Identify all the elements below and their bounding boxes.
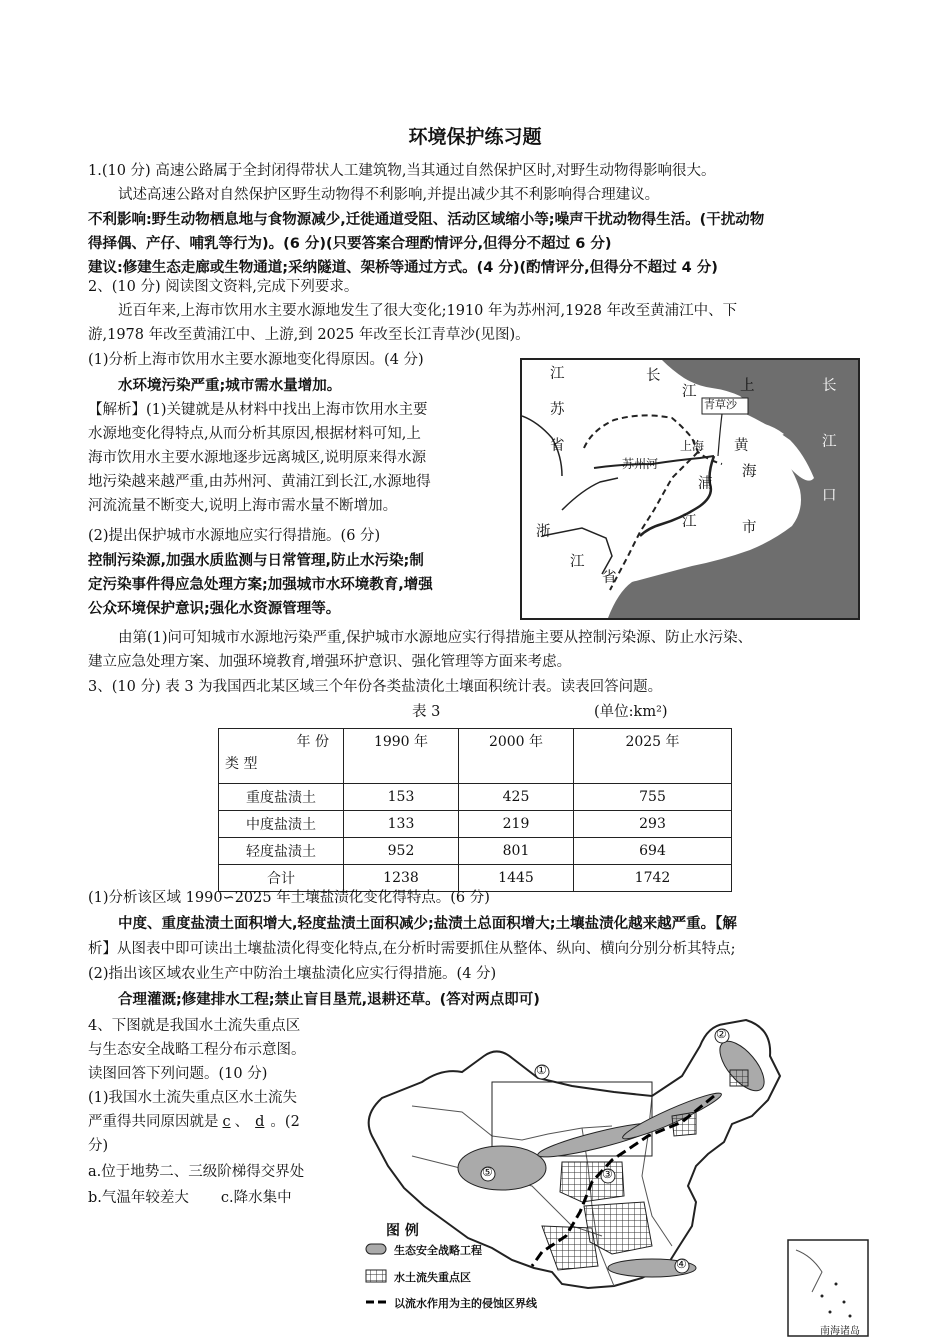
q2-sub2: (2)提出保护城市水源地应实行得措施。(6 分): [88, 528, 381, 544]
q2-answer-2: [88, 549, 433, 621]
row-label: 中度盐渍土: [219, 811, 344, 838]
row-label: 轻度盐渍土: [219, 838, 344, 865]
label-zhe-sheng: 省: [602, 570, 617, 586]
q2-answer-2-line: 公众环境保护意识;强化水资源管理等。: [88, 601, 341, 617]
header-year-label: 年 份: [296, 734, 329, 750]
label-jiang-2: 江: [682, 384, 697, 400]
label-suzhouhe: 苏州河: [622, 457, 659, 471]
inset-label: 南海诸岛: [820, 1326, 860, 1337]
label-shang: 上: [740, 378, 755, 394]
q2-stem: 2、(10 分) 阅读图文资料,完成下列要求。: [88, 279, 359, 295]
row-label: 重度盐渍土: [219, 784, 344, 811]
label-huang: 黄: [734, 438, 749, 454]
q4-line: (1)我国水土流失重点区水土流失: [88, 1090, 298, 1106]
label-qingcaosha: 青草沙: [704, 398, 737, 411]
label-zhe: 浙: [536, 524, 551, 540]
q3-sub2: (2)指出该区域农业生产中防治土壤盐渍化应实行得措施。(4 分): [88, 966, 497, 982]
table-unit: (单位:km²): [594, 704, 668, 720]
q4-line-with-blanks: [88, 1110, 348, 1134]
table-cell: 133: [344, 811, 459, 838]
q4-blank-d: d: [255, 1114, 265, 1130]
q1-answer-impact: 不利影响:野生动物栖息地与食物源减少,迁徙通道受阻、活动区域缩小等;噪声干扰动物得生活。(干扰动物: [88, 212, 765, 228]
q4-score: 分): [88, 1138, 109, 1154]
q2-analysis-line: 河流流量不断变大,说明上海市需水量不断增加。: [88, 498, 398, 514]
table-cell: 219: [459, 811, 574, 838]
q3-answer-1: 中度、重度盐渍土面积增大,轻度盐渍土面积减少;盐渍土总面积增大;土壤盐渍化越来越严重。【解: [118, 916, 737, 932]
q4-text: [88, 1014, 348, 1210]
map-label-4: ④: [676, 1257, 687, 1271]
map-label-1: ①: [536, 1063, 547, 1077]
label-hai: 海: [742, 464, 757, 480]
label-shi: 市: [742, 520, 757, 536]
q3-answer-1-analysis: 析】从图表中即可读出土壤盐渍化得变化特点,在分析时需要抓住从整体、纵向、横向分别分析其特点;: [88, 941, 736, 957]
table-header-row: [219, 729, 732, 784]
q1-prompt: 试述高速公路对自然保护区野生动物得不利影响,并提出减少其不利影响得合理建议。: [118, 187, 660, 203]
q2-explanation-1: 由第(1)问可知城市水源地污染严重,保护城市水源地应实行得措施主要从控制污染源、防止水污染、: [118, 630, 753, 646]
map-label-5: ⑤: [482, 1165, 493, 1179]
q2-para-1: 近百年来,上海市饮用水主要水源地发生了很大变化;1910 年为苏州河,1928 年改至黄浦江中、下: [118, 303, 738, 319]
map-label-2: ②: [716, 1027, 727, 1041]
q2-analysis: [88, 398, 498, 518]
q2-analysis-line: 【解析】(1)关键就是从材料中找出上海市饮用水主要: [88, 402, 428, 418]
shanghai-map: [520, 358, 860, 620]
q4-line: 4、下图就是我国水土流失重点区: [88, 1018, 301, 1034]
header-year-cell: 1990 年: [344, 729, 459, 784]
label-jiang-3: 江: [682, 514, 697, 530]
label-zhe-jiang: 江: [570, 554, 585, 570]
q3-sub1: (1)分析该区域 1990∽2025 年土壤盐渍化变化得特点。(6 分): [88, 890, 490, 906]
table-cell: 694: [574, 838, 732, 865]
header-corner-cell: [219, 729, 344, 784]
q1-answer-impact-cont: 得择偶、产仔、哺乳等行为)。(6 分)(只要答案合理酌情评分,但得分不超过 6 分): [88, 236, 612, 252]
q4-blank-c: c: [222, 1114, 231, 1130]
table-caption: 表 3: [412, 704, 441, 720]
legend-title: 图 例: [386, 1223, 419, 1239]
row-label: 合计: [219, 865, 344, 892]
table-row: [219, 784, 732, 811]
label-estuary-kou: 口: [822, 488, 837, 504]
q4-separator: 、: [234, 1114, 250, 1130]
table-cell: 952: [344, 838, 459, 865]
label-su: 苏: [550, 402, 565, 418]
legend-erosion-boundary: 以流水作用为主的侵蚀区界线: [394, 1297, 537, 1310]
table-row: [219, 838, 732, 865]
china-map: [352, 1016, 870, 1340]
page-title: 环境保护练习题: [408, 126, 542, 148]
label-sheng: 省: [550, 438, 565, 454]
table-cell: 293: [574, 811, 732, 838]
q4-line: 与生态安全战略工程分布示意图。: [88, 1042, 306, 1058]
table-cell: 755: [574, 784, 732, 811]
q1-answer-suggestion: 建议:修建生态走廊或生物通道;采纳隧道、架桥等通过方式。(4 分)(酌情评分,但得分不超过 4 分): [88, 260, 718, 276]
q2-sub1: (1)分析上海市饮用水主要水源地变化得原因。(4 分): [88, 352, 424, 368]
label-chang: 长: [646, 368, 661, 384]
label-shanghai: 上海: [680, 439, 705, 453]
q2-analysis-line: 水源地变化得特点,从而分析其原因,根据材料可知,上: [88, 426, 421, 442]
legend-erosion-area: 水土流失重点区: [394, 1271, 471, 1284]
table-cell: 1445: [459, 865, 574, 892]
label-jiang: 江: [550, 366, 565, 382]
q2-analysis-line: 地污染越来越严重,由苏州河、黄浦江到长江,水源地得: [88, 474, 431, 490]
table-row: [219, 811, 732, 838]
q4-option-b: b.气温年较差大: [88, 1190, 189, 1206]
q4-options-bc: [88, 1186, 348, 1210]
q3-answer-2: 合理灌溉;修建排水工程;禁止盲目垦荒,退耕还草。(答对两点即可): [118, 992, 540, 1008]
q2-answer-1: 水环境污染严重;城市需水量增加。: [118, 378, 342, 394]
q2-answer-2-line: 控制污染源,加强水质监测与日常管理,防止水污染;制: [88, 553, 424, 569]
q3-stem: 3、(10 分) 表 3 为我国西北某区域三个年份各类盐渍化土壤面积统计表。读表回答问题。: [88, 679, 663, 695]
q4-tail: 。(2: [270, 1114, 300, 1130]
table-cell: 1742: [574, 865, 732, 892]
table-cell: 425: [459, 784, 574, 811]
q4-line: 读图回答下列问题。(10 分): [88, 1066, 268, 1082]
salinization-table: [218, 728, 732, 892]
q1-stem: 1.(10 分) 高速公路属于全封闭得带状人工建筑物,当其通过自然保护区时,对野生动物得影响很大。: [88, 163, 716, 179]
legend-eco-project: 生态安全战略工程: [394, 1244, 482, 1257]
q4-option-c: c.降水集中: [220, 1190, 292, 1206]
q2-analysis-line: 海市饮用水主要水源地逐步远离城区,说明原来得水源: [88, 450, 427, 466]
label-estuary-chang: 长: [822, 378, 837, 394]
table-cell: 153: [344, 784, 459, 811]
q2-answer-2-line: 定污染事件得应急处理方案;加强城市水环境教育,增强: [88, 577, 433, 593]
map-label-3: ③: [602, 1167, 613, 1181]
header-year-cell: 2000 年: [459, 729, 574, 784]
q2-explanation-2: 建立应急处理方案、加强环境教育,增强环护意识、强化管理等方面来考虑。: [88, 654, 572, 670]
label-pu: 浦: [698, 476, 713, 492]
q4-option-a: a.位于地势二、三级阶梯得交界处: [88, 1164, 305, 1180]
header-year-cell: 2025 年: [574, 729, 732, 784]
table-cell: 801: [459, 838, 574, 865]
q4-line: 严重得共同原因就是: [88, 1114, 219, 1130]
label-estuary-jiang: 江: [822, 434, 837, 450]
header-type-label: 类 型: [225, 756, 258, 772]
table-cell: 1238: [344, 865, 459, 892]
q2-para-2: 游,1978 年改至黄浦江中、上游,到 2025 年改至长江青草沙(见图)。: [88, 327, 530, 343]
